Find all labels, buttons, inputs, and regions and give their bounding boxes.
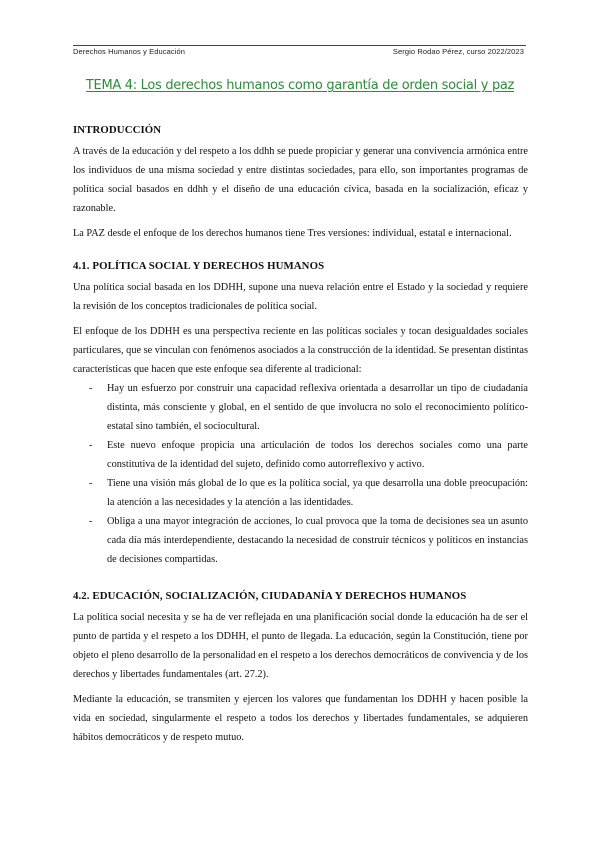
bullet-list — [73, 379, 528, 569]
list-item: - Obliga a una mayor integración de acciones, lo cual provoca que la toma de decisiones sea un asunto cada día más interdependiente, destacando la necesidad de construir técnicos y políticos en instancias de decisiones compartidas. — [89, 516, 528, 565]
section-heading-intro: INTRODUCCIÓN — [73, 124, 162, 136]
paragraph: A través de la educación y del respeto a los ddhh se puede propiciar y generar una convivencia armónica entre los individuos de una misma sociedad y entre distintas sociedades, para ello, son importantes programas de política social basados en ddhh y el diseño de una educación cívica, basada en la socialización, eficaz y razonable. — [73, 146, 528, 214]
paragraph: La política social necesita y se ha de ver reflejada en una planificación social donde la educación ha de ser el punto de partida y el respeto a los DDHH, el punto de llegada. La educación, según la Constitución, tiene por objeto el pleno desarrollo de la personalidad en el respeto a los derechos democráticos de convivencia y de los derechos y libertades fundamentales (art. 27.2). — [73, 612, 528, 680]
paragraph: Una política social basada en los DDHH, supone una nueva relación entre el Estado y la sociedad y requiere la revisión de los conceptos tradicionales de política social. — [73, 282, 528, 312]
document-body — [73, 121, 528, 753]
header-author: Sergio Rodao Pérez, curso 2022/2023 — [392, 47, 524, 56]
list-item: - Tiene una visión más global de lo que es la política social, ya que desarrolla una doble preocupación: la atención a las necesidades y la atención a las identidades. — [89, 478, 528, 508]
paragraph: El enfoque de los DDHH es una perspectiva reciente en las políticas sociales y tocan desigualdades sociales particulares, que se vinculan con fenómenos asociados a la construcción de la identidad. Se presentan distintas características que hacen que este enfoque sea diferente al tradicional: — [73, 326, 528, 375]
header-course: Derechos Humanos y Educación — [73, 47, 186, 56]
paragraph: Mediante la educación, se transmiten y ejercen los valores que fundamentan los DDHH y hacen posible la vida en sociedad, singularmente el respeto a todos los derechos y libertades fundamentales, se adquieren hábitos democráticos y de respeto mutuo. — [73, 694, 528, 743]
paragraph: La PAZ desde el enfoque de los derechos humanos tiene Tres versiones: individual, estatal e internacional. — [73, 228, 512, 239]
document-title: TEMA 4: Los derechos humanos como garantía de orden social y paz — [85, 78, 515, 93]
header-rule — [73, 45, 526, 46]
list-item: - Hay un esfuerzo por construir una capacidad reflexiva orientada a desarrollar un tipo de ciudadanía distinta, más consciente y global, en el sentido de que involucra no solo el reconocimiento político-estatal sino también, el sociocultural. — [89, 383, 528, 432]
list-item: - Este nuevo enfoque propicia una articulación de todos los derechos sociales como una parte constitutiva de la identidad del sujeto, definido como autorreflexivo y activo. — [89, 440, 528, 470]
section-heading-4-2: 4.2. EDUCACIÓN, SOCIALIZACIÓN, CIUDADANÍA Y DERECHOS HUMANOS — [73, 590, 467, 602]
section-heading-4-1: 4.1. POLÍTICA SOCIAL Y DERECHOS HUMANOS — [73, 260, 325, 272]
